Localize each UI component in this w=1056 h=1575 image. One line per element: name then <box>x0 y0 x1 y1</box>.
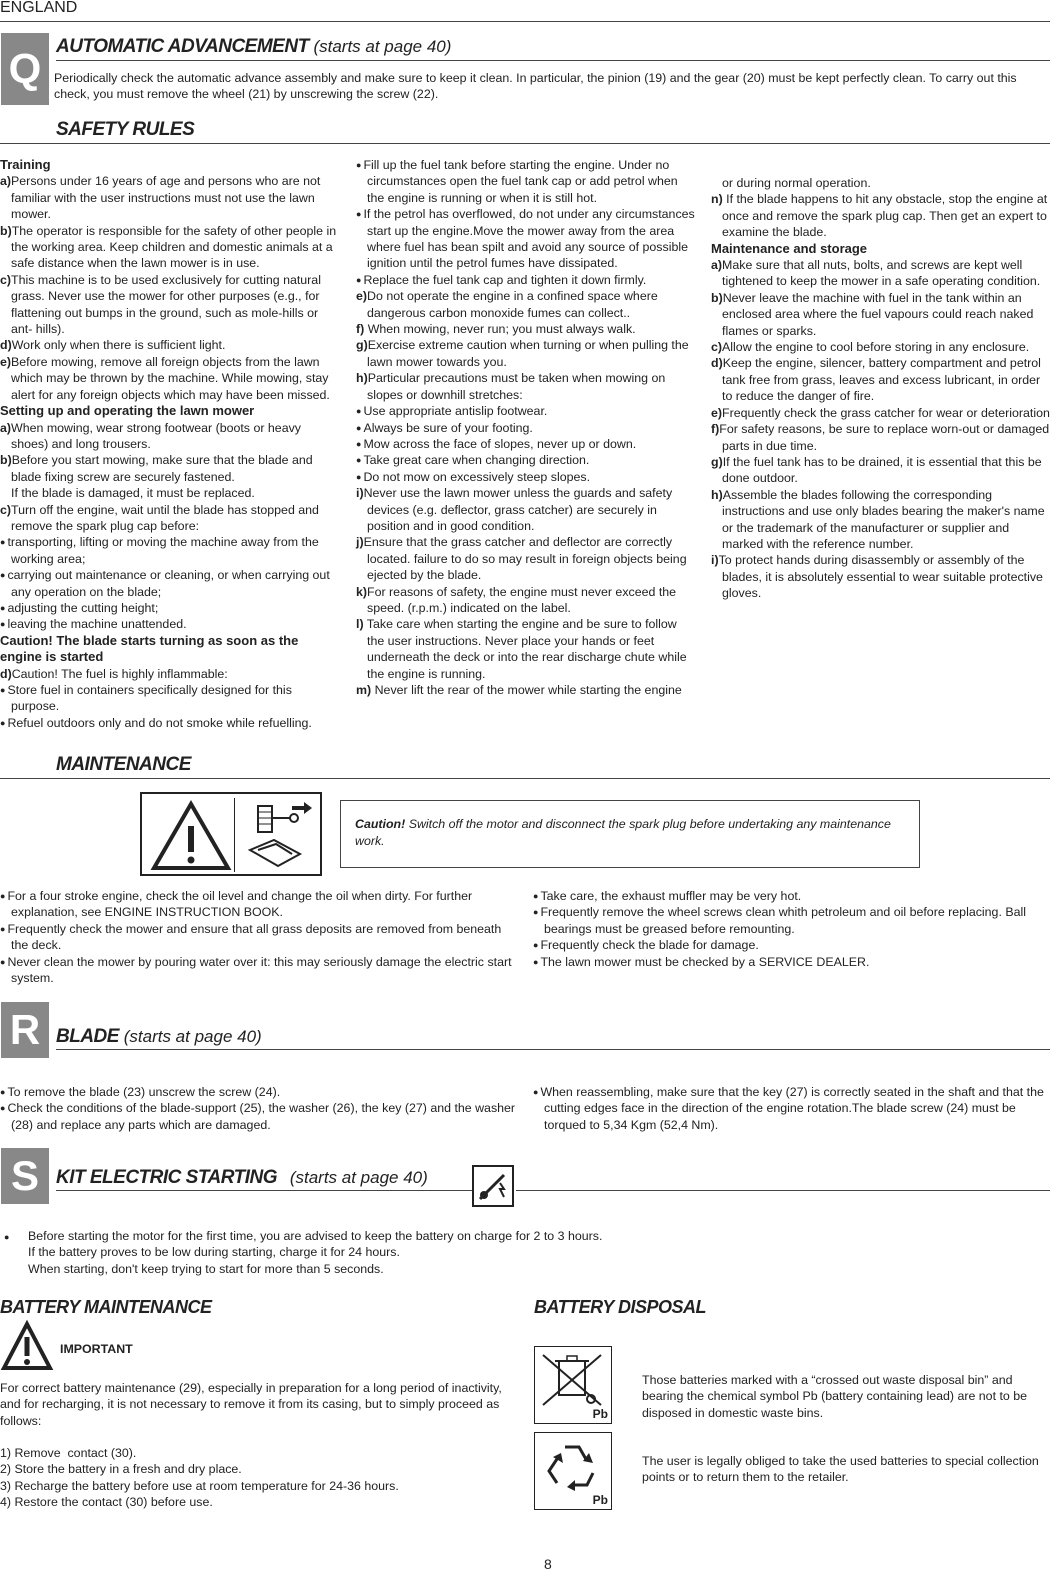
rule-text: Keep the engine, silencer, battery compartment and petrol tank free from grass, leaves and excess lubricant, in order to reduce the danger of fire. <box>722 356 1041 404</box>
safety-rule-item <box>356 682 695 698</box>
auto-adv-title-text: AUTOMATIC ADVANCEMENT <box>56 36 309 57</box>
rule-letter: b) <box>711 290 723 305</box>
maintenance-bullet: ● For a four stroke engine, check the oil level and change the oil when dirty. For further explanation, see ENGINE INSTRUCTION BOOK. <box>0 888 517 921</box>
safety-rule-item <box>0 272 339 338</box>
section-badge-q: Q <box>1 33 49 105</box>
rule-letter: m) <box>356 683 372 697</box>
maintenance-bullet: ● Take care, the exhaust muffler may be very hot. <box>533 888 1050 904</box>
auto-adv-rule <box>56 60 1050 61</box>
auto-adv-body: Periodically check the automatic advance assembly and make sure to keep it clean. In particular, the pinion (19) and the gear (20) must be kept perfectly clean. To carry out this check, you must remove the wheel (21) by unscrewing the screw (22). <box>54 71 1017 102</box>
rule-letter: h) <box>711 487 723 502</box>
safety-rule-item <box>0 223 339 272</box>
rule-letter: i) <box>711 553 719 568</box>
rule-text: When mowing, wear strong footwear (boots or heavy shoes) and long trousers. <box>11 420 301 451</box>
rule-text: Before you start mowing, make sure that the blade and blade fixing screw are securely fastened. <box>11 453 313 484</box>
safety-rule-item <box>711 454 1050 487</box>
kit-title-text: KIT ELECTRIC STARTING <box>56 1167 278 1188</box>
safety-bullet-item: ● Fill up the fuel tank before starting the engine. Under no circumstances open the fuel tank cap or add petrol when the engine is running or when it is still hot. <box>356 157 695 206</box>
rule-letter: a) <box>0 420 12 435</box>
rule-text: Caution! The fuel is highly inflammable: <box>11 666 228 681</box>
safety-text-line: or during normal operation. <box>722 176 871 190</box>
safety-heading: Setting up and operating the lawn mower <box>0 403 255 419</box>
rule-letter: l) <box>356 617 364 632</box>
safety-title: SAFETY RULES <box>56 119 195 140</box>
safety-bullet-item: ● Use appropriate antislip footwear. <box>356 403 695 419</box>
safety-bullet-item: ● Always be sure of your footing. <box>356 420 695 436</box>
battery-maintenance-title: BATTERY MAINTENANCE <box>0 1297 212 1317</box>
safety-bullet-item: ● Take great care when changing direction. <box>356 452 695 468</box>
blade-subtitle: (starts at page 40) <box>123 1027 262 1046</box>
safety-bullet-item: ● Store fuel in containers specifically designed for this purpose. <box>0 682 339 715</box>
safety-rule-item <box>711 405 1050 421</box>
battery-step-4: 4) Restore the contact (30) before use. <box>0 1495 213 1509</box>
safety-bullet-item: ● carrying out maintenance or cleaning, or when carrying out any operation on the blade; <box>0 567 339 600</box>
battery-maintenance-intro: For correct battery maintenance (29), especially in preparation for a long period of inactivity, and for recharging, it is not necessary to remove it from its casing, but to simply proceed as follows: <box>0 1381 502 1428</box>
safety-rule-item <box>356 616 695 682</box>
electric-start-icon <box>472 1165 514 1207</box>
auto-adv-title <box>56 36 451 58</box>
safety-rule-item <box>711 487 1050 553</box>
blade-list-right <box>533 1084 1050 1133</box>
section-badge-s: S <box>1 1148 49 1204</box>
warning-icon-panel <box>140 792 322 876</box>
kit-line-3: When starting, don't keep trying to start for more than 5 seconds. <box>28 1262 384 1276</box>
blade-title-text: BLADE <box>56 1026 119 1047</box>
safety-rule-item <box>356 485 695 534</box>
rule-letter: f) <box>711 422 720 437</box>
caution-box <box>340 800 920 868</box>
blade-bullet: ● Check the conditions of the blade-support (25), the washer (26), the key (27) and the washer (28) and replace any parts which are damaged. <box>0 1100 517 1133</box>
battery-step-2: 2) Store the battery in a fresh and dry place. <box>0 1462 242 1476</box>
rule-text: Do not operate the engine in a confined space where dangerous carbon monoxide fumes can collect.. <box>367 289 658 320</box>
rule-letter: d) <box>0 338 12 353</box>
header-rule <box>0 21 1050 22</box>
header-country: ENGLAND <box>0 0 78 16</box>
safety-rule-item <box>711 421 1050 454</box>
maintenance-list-left <box>0 888 517 986</box>
rule-letter: i) <box>356 486 364 501</box>
rule-text: Turn off the engine, wait until the blade has stopped and remove the spark plug cap before: <box>11 502 319 533</box>
safety-rule-item <box>356 370 695 403</box>
rule-text: Frequently check the grass catcher for wear or deterioration <box>722 405 1050 420</box>
caution-text: Switch off the motor and disconnect the spark plug before undertaking any maintenance work. <box>355 817 891 848</box>
rule-letter: k) <box>356 584 368 599</box>
rule-letter: f) <box>356 322 365 337</box>
blade-list-left <box>0 1084 517 1133</box>
rule-text: Persons under 16 years of age and persons who are not familiar with the user instructions must not use the lawn mower. <box>11 174 321 222</box>
rule-text: For reasons of safety, the engine must never exceed the speed. (r.p.m.) indicated on the label. <box>367 584 677 615</box>
rule-letter: b) <box>0 453 12 468</box>
kit-rule-left <box>56 1190 472 1191</box>
safety-heading: Caution! The blade starts turning as soon as the engine is started <box>0 632 299 665</box>
maintenance-title: MAINTENANCE <box>56 754 191 775</box>
safety-bullet-item: ● leaving the machine unattended. <box>0 616 339 632</box>
safety-rule-item <box>0 337 339 353</box>
rule-text: Before mowing, remove all foreign objects from the lawn which may be thrown by the machine. While mowing, stay alert for any foreign objects which may have been missed. <box>11 354 330 402</box>
safety-bullet-item: ● Replace the fuel tank cap and tighten it down firmly. <box>356 272 695 288</box>
safety-rule-item <box>711 355 1050 404</box>
safety-rule-item <box>356 534 695 583</box>
rule-text: The operator is responsible for the safety of other people in the working area. Keep children and domestic animals at a safe distance when the lawn mower is in use. <box>11 223 337 271</box>
safety-bullet-item: ● transporting, lifting or moving the machine away from the working area; <box>0 534 339 567</box>
safety-rule-item <box>0 452 339 485</box>
safety-rule-item <box>0 420 339 453</box>
important-warning-icon <box>0 1320 54 1372</box>
caution-label: Caution! <box>355 817 406 831</box>
safety-heading: Maintenance and storage <box>711 240 868 256</box>
safety-rule-item <box>0 173 339 222</box>
rule-text: Assemble the blades following the corresponding instructions and use only blades bearing the maker's name or the trademark of the manufacturer or supplier and marked with the reference number. <box>722 487 1045 551</box>
safety-rule-item <box>0 354 339 403</box>
rule-letter: e) <box>356 289 368 304</box>
blade-bullet: ● When reassembling, make sure that the key (27) is correctly seated in the shaft and that the cutting edges face in the direction of the engine rotation.The blade screw (24) must be torqued to 5,34 Kgm (52,4 Nm). <box>533 1084 1050 1133</box>
pb-symbol-1: Pb <box>592 1407 608 1421</box>
rule-text: To protect hands during disassembly or assembly of the blades, it is absolutely essential to wear suitable protective gloves. <box>718 553 1043 601</box>
rule-letter: a) <box>0 174 12 189</box>
maintenance-bullet: ● Frequently check the blade for damage. <box>533 937 1050 953</box>
rule-text: If the fuel tank has to be drained, it is essential that this be done outdoor. <box>722 454 1042 486</box>
safety-bullet-item: ● If the petrol has overflowed, do not under any circumstances start up the engine.Move the mower away from the area where fuel has bean spilt and avoid any source of possible ignition until the petrol fumes have dissipated. <box>356 206 695 272</box>
rule-letter: b) <box>0 223 12 238</box>
rule-text: This machine is to be used exclusively for cutting natural grass. Never use the mower for other purposes (e.g., for flattening out bumps in the ground, such as mole-hills or ant- hills). <box>11 272 321 337</box>
safety-column-3 <box>711 175 1050 602</box>
maintenance-list-right <box>533 888 1050 970</box>
safety-rule-item <box>711 290 1050 339</box>
maintenance-bullet: ● Never clean the mower by pouring water over it: this may seriously damage the electric start system. <box>0 954 517 987</box>
warning-triangle-icon <box>148 798 235 872</box>
rule-text: Allow the engine to cool before storing in any enclosure. <box>722 340 1030 355</box>
rule-text: If the blade happens to hit any obstacle, stop the engine at once and remove the spark plug cap. Then get an expert to examine the blade. <box>722 192 1048 240</box>
kit-line-1: Before starting the motor for the first time, you are advised to keep the battery on charge for 2 to 3 hours. <box>28 1229 603 1243</box>
rule-letter: g) <box>356 338 368 353</box>
maintenance-rule <box>0 778 1050 779</box>
rule-text: Never lift the rear of the mower while starting the engine <box>371 683 682 697</box>
safety-rule-item <box>711 552 1050 601</box>
rule-text: When mowing, never run; you must always walk. <box>364 322 636 337</box>
kit-title <box>56 1167 428 1189</box>
rule-text: Exercise extreme caution when turning or when pulling the lawn mower towards you. <box>367 338 689 369</box>
rule-text: For safety reasons, be sure to replace worn-out or damaged parts in due time. <box>719 422 1050 453</box>
rule-text: Work only when there is sufficient light. <box>11 338 226 353</box>
rule-letter: h) <box>356 371 368 386</box>
safety-rule-item <box>0 666 339 682</box>
maintenance-bullet: ● The lawn mower must be checked by a SERVICE DEALER. <box>533 954 1050 970</box>
safety-heading: Training <box>0 157 51 172</box>
rule-text: Never leave the machine with fuel in the tank within an enclosed area where the fuel vapours could reach naked flames or sparks. <box>722 290 1034 338</box>
important-label: IMPORTANT <box>60 1342 133 1356</box>
blade-rule <box>56 1049 1050 1050</box>
rule-letter: e) <box>0 354 12 369</box>
rule-text: Particular precautions must be taken when mowing on slopes or downhill stretches: <box>367 371 666 402</box>
safety-column-1 <box>0 157 339 731</box>
battery-step-3: 3) Recharge the battery before use at room temperature for 24-36 hours. <box>0 1479 399 1493</box>
rule-text: Never use the lawn mower unless the guards and safety devices (e.g. deflector, grass catcher) are securely in position and in good condition. <box>363 486 673 533</box>
rule-letter: d) <box>711 356 723 371</box>
crossed-bin-icon <box>534 1346 612 1424</box>
rule-letter: d) <box>0 666 12 681</box>
safety-rule-item <box>356 584 695 617</box>
safety-bullet-item: ● adjusting the cutting height; <box>0 600 339 616</box>
section-badge-r: R <box>1 1002 49 1058</box>
battery-step-1: 1) Remove contact (30). <box>0 1446 137 1460</box>
auto-adv-subtitle: (starts at page 40) <box>313 37 452 56</box>
safety-text-line: If the blade is damaged, it must be replaced. <box>11 486 255 501</box>
rule-text: Make sure that all nuts, bolts, and screws are kept well tightened to keep the mower in a safe operating condition. <box>722 258 1041 289</box>
maintenance-bullet: ● Frequently remove the wheel screws clean whith petroleum and oil before replacing. Ball bearings must be greased before remounting. <box>533 904 1050 937</box>
maintenance-bullet: ● Frequently check the mower and ensure that all grass deposits are removed from beneath the deck. <box>0 921 517 954</box>
safety-rule-item <box>356 337 695 370</box>
rule-letter: c) <box>0 502 12 517</box>
rule-letter: n) <box>711 192 723 207</box>
safety-rule-item <box>356 288 695 321</box>
safety-rule-item <box>0 502 339 535</box>
safety-bullet-item: ● Mow across the face of slopes, never up or down. <box>356 436 695 452</box>
safety-column-2 <box>356 157 695 698</box>
rule-letter: j) <box>356 535 364 550</box>
safety-rule <box>0 143 1050 144</box>
safety-bullet-item: ● Refuel outdoors only and do not smoke while refuelling. <box>0 715 339 731</box>
rule-letter: c) <box>0 272 12 287</box>
safety-rule-item <box>711 191 1050 240</box>
rule-text: Take care when starting the engine and be sure to follow the user instructions. Never place your hands or feet underneath the deck or into the rear discharge chute while the engine is running. <box>363 617 687 681</box>
battery-disposal-text-1: Those batteries marked with a “crossed out waste disposal bin” and bearing the chemical symbol Pb (battery containing lead) are not to be disposed in domestic waste bins. <box>642 1373 1028 1420</box>
spark-plug-disconnect-icon <box>238 798 316 872</box>
recycle-icon <box>534 1432 612 1510</box>
rule-letter: g) <box>711 454 723 469</box>
safety-bullet-item: ● Do not mow on excessively steep slopes. <box>356 469 695 485</box>
kit-subtitle: (starts at page 40) <box>289 1168 428 1187</box>
kit-rule <box>516 1190 1050 1191</box>
pb-symbol-2: Pb <box>592 1493 608 1507</box>
rule-text: Ensure that the grass catcher and deflector are correctly located. failure to do so may result in foreign objects being ejected by the blade. <box>363 535 687 583</box>
safety-rule-item <box>356 321 695 337</box>
safety-rule-item <box>711 339 1050 355</box>
rule-letter: e) <box>711 405 723 420</box>
kit-line-2: If the battery proves to be low during starting, charge it for 24 hours. <box>28 1245 400 1259</box>
rule-letter: c) <box>711 340 723 355</box>
blade-title <box>56 1026 262 1048</box>
kit-bullet: ● <box>4 1232 10 1242</box>
rule-letter: a) <box>711 258 723 273</box>
blade-bullet: ● To remove the blade (23) unscrew the screw (24). <box>0 1084 517 1100</box>
battery-disposal-title: BATTERY DISPOSAL <box>534 1297 707 1317</box>
page-number: 8 <box>544 1556 552 1572</box>
battery-disposal-text-2: The user is legally obliged to take the used batteries to special collection points or to return them to the retailer. <box>642 1454 1039 1485</box>
safety-rule-item <box>711 257 1050 290</box>
